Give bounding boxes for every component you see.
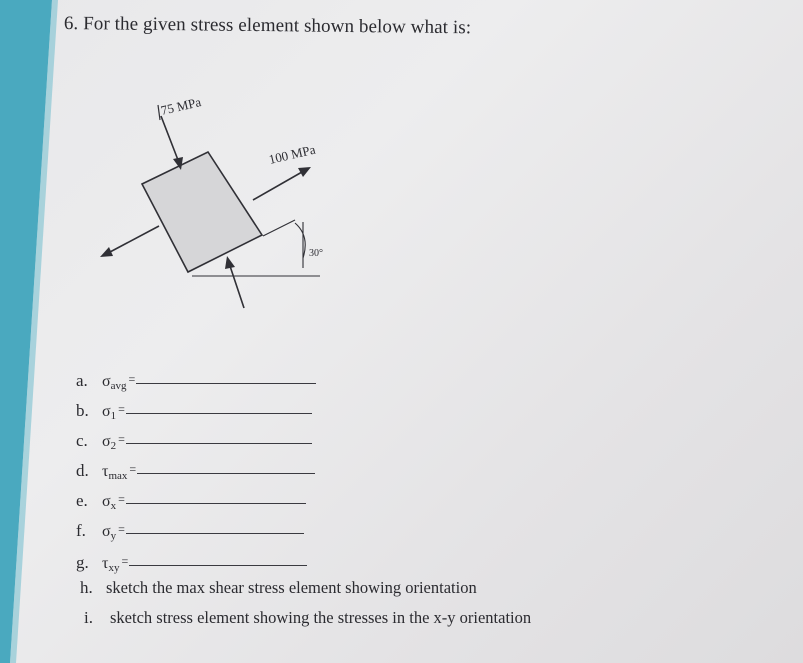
subscript: max bbox=[108, 470, 128, 482]
answer-blank-f[interactable] bbox=[126, 532, 304, 534]
answer-blank-b[interactable] bbox=[126, 412, 312, 414]
item-letter: f. bbox=[76, 521, 86, 540]
sigma-symbol: σ bbox=[102, 433, 111, 450]
question-title: 6. For the given stress element shown below what is: bbox=[63, 13, 472, 39]
sigma-symbol: σ bbox=[102, 493, 111, 510]
equals-sign: = bbox=[118, 402, 125, 416]
answer-blank-e[interactable] bbox=[126, 502, 306, 504]
item-letter: e. bbox=[76, 491, 88, 510]
equals-sign: = bbox=[121, 554, 129, 568]
subscript: avg bbox=[110, 380, 127, 392]
subscript: y bbox=[110, 530, 117, 542]
tau-symbol: τ bbox=[102, 463, 109, 480]
item-e bbox=[76, 491, 306, 511]
item-c bbox=[76, 431, 312, 451]
label-100-mpa: 100 MPa bbox=[267, 141, 317, 167]
item-letter: i. bbox=[84, 608, 93, 627]
sigma-symbol: σ bbox=[102, 373, 111, 390]
item-letter: c. bbox=[76, 431, 88, 450]
item-d bbox=[76, 461, 315, 481]
answer-blank-a[interactable] bbox=[136, 382, 316, 384]
answer-blank-d[interactable] bbox=[137, 472, 315, 474]
label-30-degrees: 30° bbox=[309, 248, 323, 259]
equals-sign: = bbox=[118, 432, 125, 446]
answer-blank-g[interactable] bbox=[129, 564, 307, 566]
item-a bbox=[76, 371, 316, 391]
equals-sign: = bbox=[118, 492, 125, 506]
equals-sign: = bbox=[128, 372, 136, 386]
sigma-symbol: σ bbox=[102, 403, 111, 420]
subscript: 1 bbox=[110, 410, 117, 422]
equals-sign: = bbox=[129, 462, 137, 476]
item-f bbox=[76, 521, 304, 541]
item-b bbox=[76, 401, 312, 421]
subscript: 2 bbox=[110, 440, 117, 452]
item-letter: g. bbox=[76, 553, 89, 572]
item-letter: h. bbox=[80, 578, 93, 597]
subscript: xy bbox=[108, 562, 120, 574]
item-letter: d. bbox=[76, 461, 89, 480]
item-letter: a. bbox=[76, 371, 88, 390]
item-text: sketch stress element showing the stresses in the x-y orientation bbox=[110, 608, 532, 627]
item-text: sketch the max shear stress element showing orientation bbox=[106, 578, 477, 597]
sigma-symbol: σ bbox=[102, 523, 111, 540]
item-letter: b. bbox=[76, 401, 89, 420]
tau-symbol: τ bbox=[102, 555, 109, 572]
item-h bbox=[80, 578, 477, 598]
equals-sign: = bbox=[118, 522, 125, 536]
item-i bbox=[84, 608, 531, 628]
item-g bbox=[76, 553, 307, 573]
label-75-mpa: 75 MPa bbox=[159, 94, 203, 118]
answer-blank-c[interactable] bbox=[126, 442, 312, 444]
subscript: x bbox=[110, 500, 117, 512]
